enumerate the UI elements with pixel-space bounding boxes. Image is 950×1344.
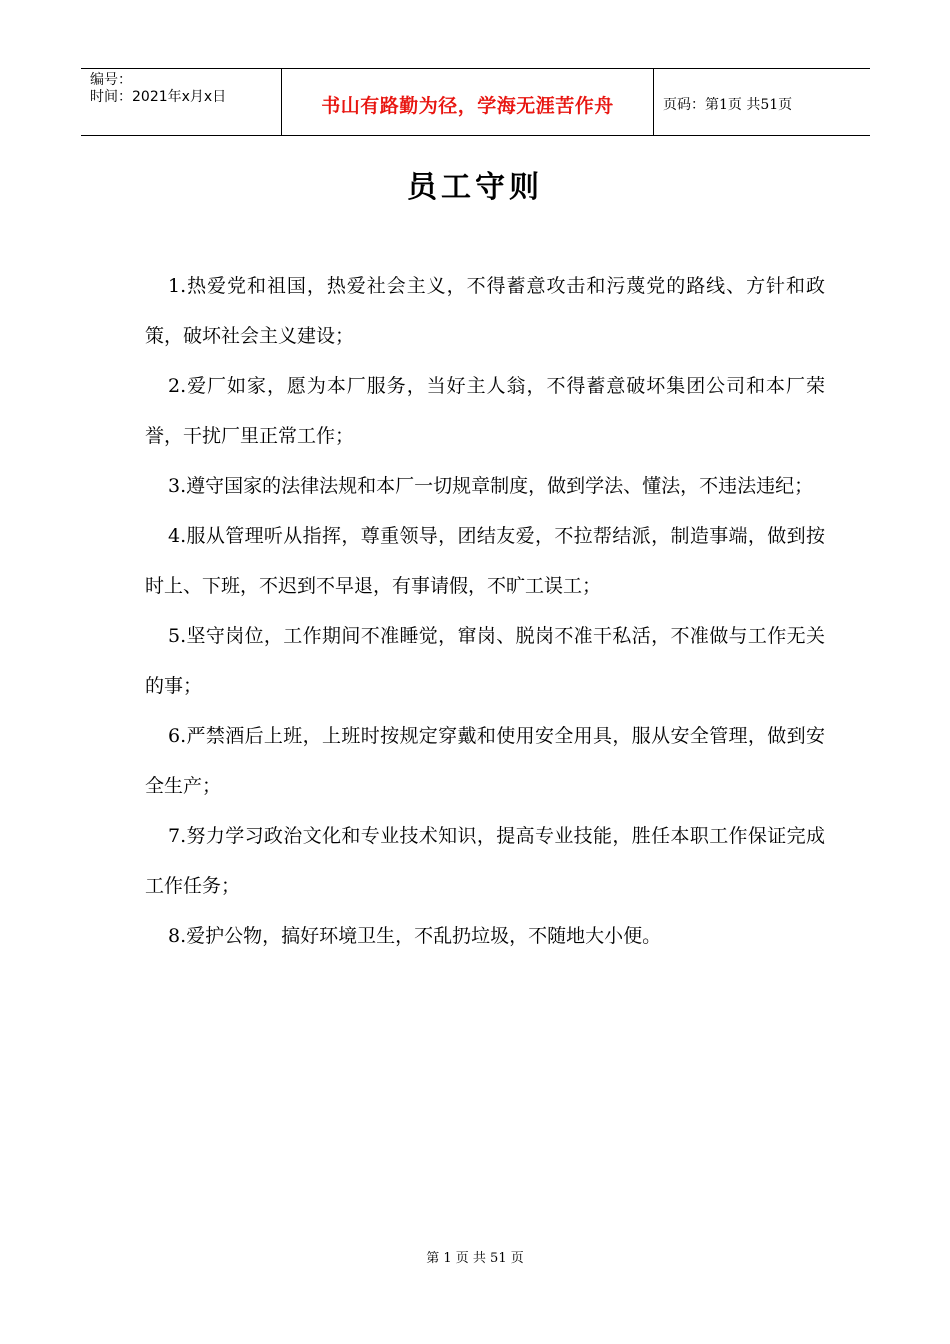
header-table xyxy=(81,68,870,136)
rule-paragraph-6: 6.严禁酒后上班，上班时按规定穿戴和使用安全用具，服从安全管理，做到安全生产； xyxy=(145,725,825,797)
date-label: 时间：2021年x月x日 xyxy=(90,89,227,105)
page-footer: 第 1 页 共 51 页 xyxy=(426,1251,524,1266)
serial-number-label: 编号： xyxy=(90,72,132,88)
rule-paragraph-2: 2.爱厂如家，愿为本厂服务，当好主人翁，不得蓄意破坏集团公司和本厂荣誉，干扰厂里正常工作； xyxy=(145,375,825,447)
header-motto: 书山有路勤为径，学海无涯苦作舟 xyxy=(321,94,614,117)
header-motto-cell xyxy=(282,69,654,135)
rule-paragraph-7: 7.努力学习政治文化和专业技术知识，提高专业技能，胜任本职工作保证完成工作任务； xyxy=(145,825,825,897)
rule-paragraph-3: 3.遵守国家的法律法规和本厂一切规章制度，做到学法、懂法，不违法违纪； xyxy=(168,475,814,497)
rule-paragraph-8: 8.爱护公物，搞好环境卫生，不乱扔垃圾，不随地大小便。 xyxy=(168,925,662,947)
rule-paragraph-1: 1.热爱党和祖国，热爱社会主义，不得蓄意攻击和污蔑党的路线、方针和政策，破坏社会主义建设； xyxy=(145,275,825,347)
document-body xyxy=(145,261,825,961)
document-title: 员工守则 xyxy=(407,170,543,205)
header-meta-cell xyxy=(81,69,282,135)
header-page-cell xyxy=(654,71,870,137)
rule-paragraph-5: 5.坚守岗位，工作期间不准睡觉，窜岗、脱岗不准干私活，不准做与工作无关的事； xyxy=(145,625,825,697)
rule-paragraph-4: 4.服从管理听从指挥，尊重领导，团结友爱，不拉帮结派，制造事端，做到按时上、下班，不迟到不早退，有事请假，不旷工误工； xyxy=(145,525,825,597)
header-page-info: 页码：第1页 共51页 xyxy=(663,97,793,113)
